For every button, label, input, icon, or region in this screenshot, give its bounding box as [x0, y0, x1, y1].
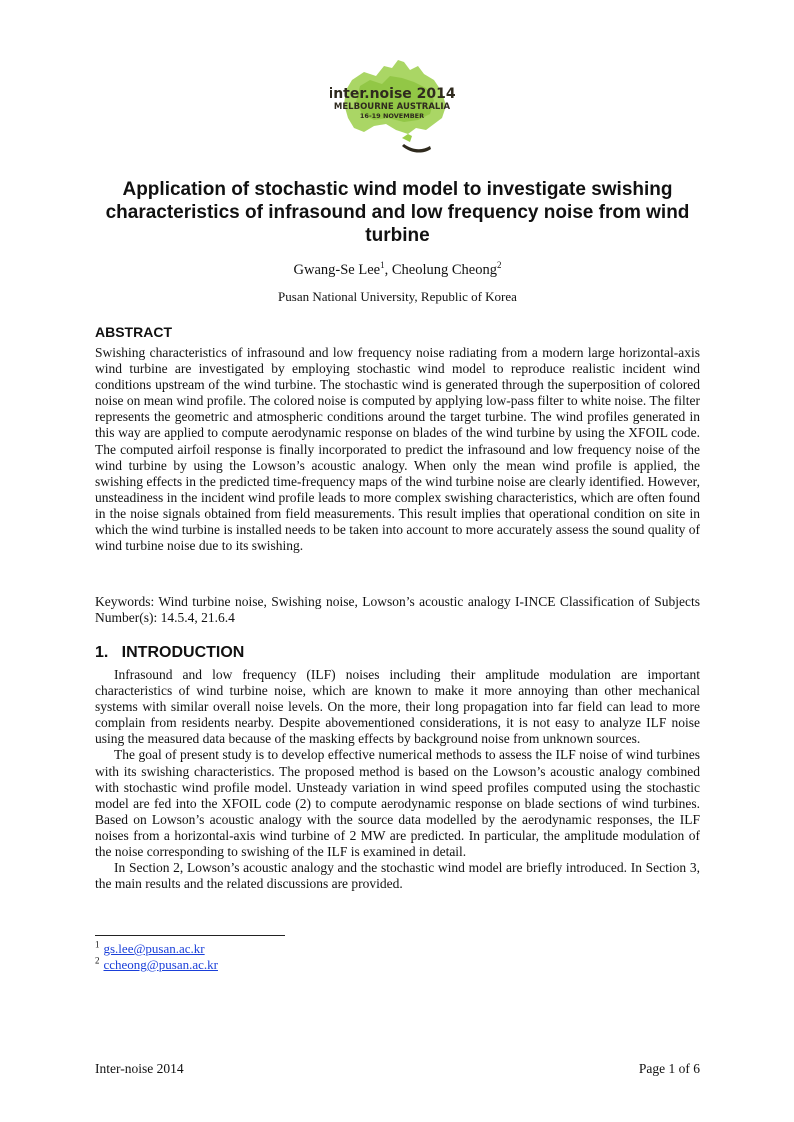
australia-map-icon [330, 58, 455, 158]
author-footnote-mark: 2 [496, 260, 502, 271]
abstract-heading: ABSTRACT [95, 324, 172, 340]
footnote-mark: 1 [95, 939, 100, 950]
abstract-text: Swishing characteristics of infrasound and low frequency noise radiating from a modern large horizontal-axis wind turbine are investigated by employing stochastic wind model to reproduce realistic incident wind conditions upstream of the wind turbine. The stochastic wind is generated through the superposition of colored noise on mean wind profile. The colored noise is computed by applying low-pass filter to white noise. The filter represents the geometric and atmospheric conditions around the target turbine. The wind profiles generated in this way are applied to compute aerodynamic response on blades of the wind turbine by using the XFOIL code. The computed airfoil response is finally incorporated to predict the infrasound and low frequency noise of the wind turbine by using the Lowson’s acoustic analogy. When only the mean wind profile is applied, the swishing effects in the predicted time-frequency maps of the wind turbine noise are clearly identified. However, unsteadiness in the incident wind profile leads to more complex swishing characteristics, which are often found in the noise signals obtained from field measurements. This result implies that operational condition on site in which the wind turbine is installed needs to be taken into account to more accurately assess the sound quality of wind turbine noise due to its swishing. [95, 345, 700, 554]
email-link[interactable]: gs.lee@pusan.ac.kr [103, 941, 205, 956]
footnote-mark: 2 [95, 955, 100, 966]
paragraph: Infrasound and low frequency (ILF) noises including their amplitude modulation are important characteristics of wind turbine noise, which are known to make it more annoying than other mechanical systems with similar overall noise levels. On the more, their long propagation into far field can lead to more complain from residents nearby. Despite abovementioned considerations, it is not easy to analyze ILF noise using the measured data because of the masking effects by background noise from unknown sources. [95, 667, 700, 747]
footnote-divider [95, 935, 285, 936]
paragraph: The goal of present study is to develop effective numerical methods to assess the ILF noise of wind turbines with its swishing characteristics. The proposed method is based on the Lowson’s acoustic analogy combined with stochastic wind profile model. Unsteady variation in wind speed profiles computed using the stochastic model are fed into the XFOIL code (2) to compute aerodynamic response on blade sections of wind turbines. Based on Lowson’s acoustic analogy with the source data modelled by the aerodynamic responses, the ILF noises from a horizontal-axis wind turbine of 2 MW are predicted. In particular, the amplitude modulation of the noise corresponding to swishing of the ILF is examined in detail. [95, 747, 700, 860]
paper-title: Application of stochastic wind model to investigate swishing characteristics of infrasound and low frequency noise from wind turbine [105, 179, 690, 246]
author-separator: , [384, 262, 392, 278]
paragraph: In Section 2, Lowson’s acoustic analogy and the stochastic wind model are briefly introduced. In Section 3, the main results and the related discussions are provided. [95, 860, 700, 892]
page-number: Page 1 of 6 [638, 1061, 700, 1076]
keywords: Keywords: Wind turbine noise, Swishing noise, Lowson’s acoustic analogy I-INCE Classification of Subjects Number(s): 14.5.4, 21.6.4 [95, 594, 700, 626]
email-link[interactable]: ccheong@pusan.ac.kr [103, 957, 218, 972]
section-heading-introduction: 1. INTRODUCTION [95, 644, 245, 661]
logo-text-dates: 16-19 NOVEMBER [359, 112, 425, 120]
author-name: Gwang-Se Lee [293, 262, 381, 278]
author-name: Cheolung Cheong [391, 262, 497, 278]
logo-text-location: MELBOURNE AUSTRALIA [333, 102, 451, 112]
conference-logo [330, 58, 455, 158]
author-list [95, 262, 700, 279]
footer-conference: Inter-noise 2014 [95, 1061, 184, 1076]
introduction-body [95, 667, 700, 892]
footnote [95, 957, 218, 972]
footnote [95, 941, 205, 956]
author-footnote-mark: 1 [380, 260, 385, 271]
logo-text-main: inter.noise 2014 [330, 86, 455, 102]
affiliation: Pusan National University, Republic of Korea [278, 289, 517, 304]
